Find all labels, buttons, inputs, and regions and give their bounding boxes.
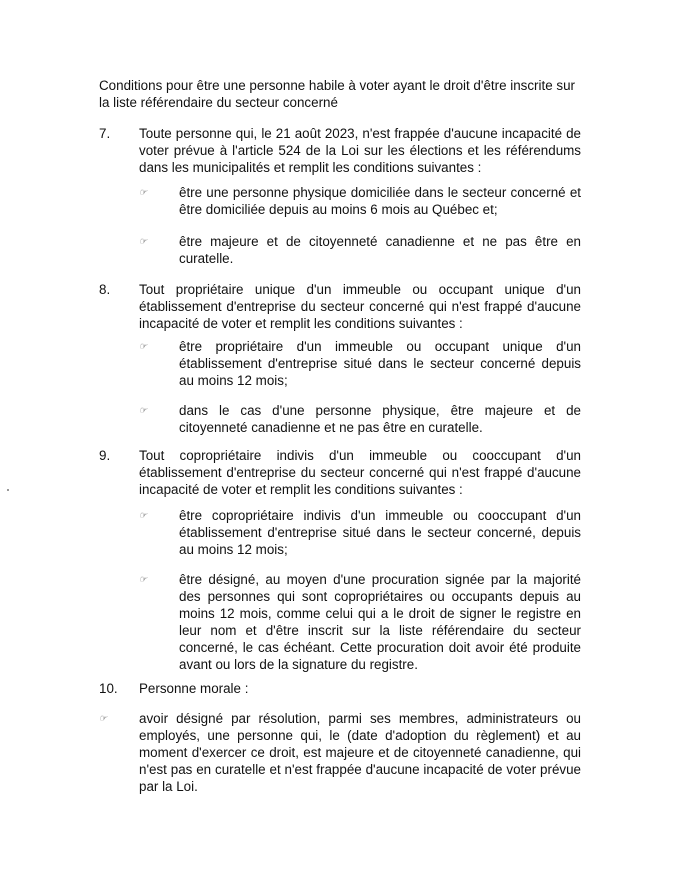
bullet-item — [139, 402, 581, 436]
pointing-hand-icon: ☞ — [139, 510, 148, 520]
pointing-hand-icon: ☞ — [139, 405, 148, 415]
section-10 — [99, 680, 581, 697]
bullet-text: être désigné, au moyen d'une procuration signée par la majorité des personnes qui sont copropriétaires ou occupants depuis au moins 12 mois, comme celui qui a le droit de signer le registre en leur nom et d'être inscrit sur la liste référendaire du secteur concerné, le cas échéant. Cette procuration doit avoir été produite avant ou lors de la signature du registre. — [179, 572, 581, 672]
section-number: 9. — [99, 448, 111, 463]
bullet-item — [99, 710, 581, 795]
scan-speck — [7, 489, 9, 491]
bullet-text: être copropriétaire indivis d'un immeuble ou cooccupant d'un établissement d'entreprise situé dans le secteur concerné, depuis au moins 12 mois; — [179, 508, 581, 557]
bullet-text: être propriétaire d'un immeuble ou occupant unique d'un établissement d'entreprise situé dans le secteur concerné depuis au moins 12 mois; — [179, 339, 581, 388]
bullet-text: dans le cas d'une personne physique, être majeure et de citoyenneté canadienne et ne pas être en curatelle. — [179, 403, 581, 435]
pointing-hand-icon: ☞ — [139, 341, 148, 351]
bullet-item — [139, 233, 581, 267]
section-number: 8. — [99, 282, 111, 297]
section-text: Toute personne qui, le 21 août 2023, n'est frappée d'aucune incapacité de voter prévue à l'article 524 de la Loi sur les élections et les référendums dans les municipalités et remplit les conditions suivantes : — [139, 126, 581, 175]
section-8 — [99, 281, 581, 332]
bullet-text: avoir désigné par résolution, parmi ses membres, administrateurs ou employés, une personne qui, le (date d'adoption du règlement) et au moment d'exercer ce droit, est majeure et de citoyenneté canadienne, qui n'est pas en curatelle et n'est frappée d'aucune incapacité de voter prévue par la Loi. — [139, 711, 581, 794]
bullet-text: être majeure et de citoyenneté canadienne et ne pas être en curatelle. — [179, 234, 581, 266]
bullet-text: être une personne physique domiciliée dans le secteur concerné et être domiciliée depuis au moins 6 mois au Québec et; — [179, 185, 581, 217]
bullet-item — [139, 184, 581, 218]
section-text: Tout propriétaire unique d'un immeuble ou occupant unique d'un établissement d'entreprise du secteur concerné qui n'est frappé d'aucune incapacité de voter et remplit les conditions suivantes : — [139, 282, 581, 331]
section-9 — [99, 447, 581, 498]
pointing-hand-icon: ☞ — [99, 713, 108, 723]
section-7 — [99, 125, 581, 176]
bullet-item — [139, 571, 581, 673]
pointing-hand-icon: ☞ — [139, 574, 148, 584]
section-text: Tout copropriétaire indivis d'un immeuble ou cooccupant d'un établissement d'entreprise du secteur concerné qui n'est frappé d'aucune incapacité de voter et remplit les conditions suivantes : — [139, 448, 581, 497]
bullet-item — [139, 507, 581, 558]
bullet-item — [139, 338, 581, 389]
section-text: Personne morale : — [139, 681, 249, 696]
pointing-hand-icon: ☞ — [139, 236, 148, 246]
intro-heading: Conditions pour être une personne habile à voter ayant le droit d'être inscrite sur la liste référendaire du secteur concerné — [99, 78, 575, 110]
pointing-hand-icon: ☞ — [139, 187, 148, 197]
section-number: 10. — [99, 681, 118, 696]
section-number: 7. — [99, 126, 111, 141]
